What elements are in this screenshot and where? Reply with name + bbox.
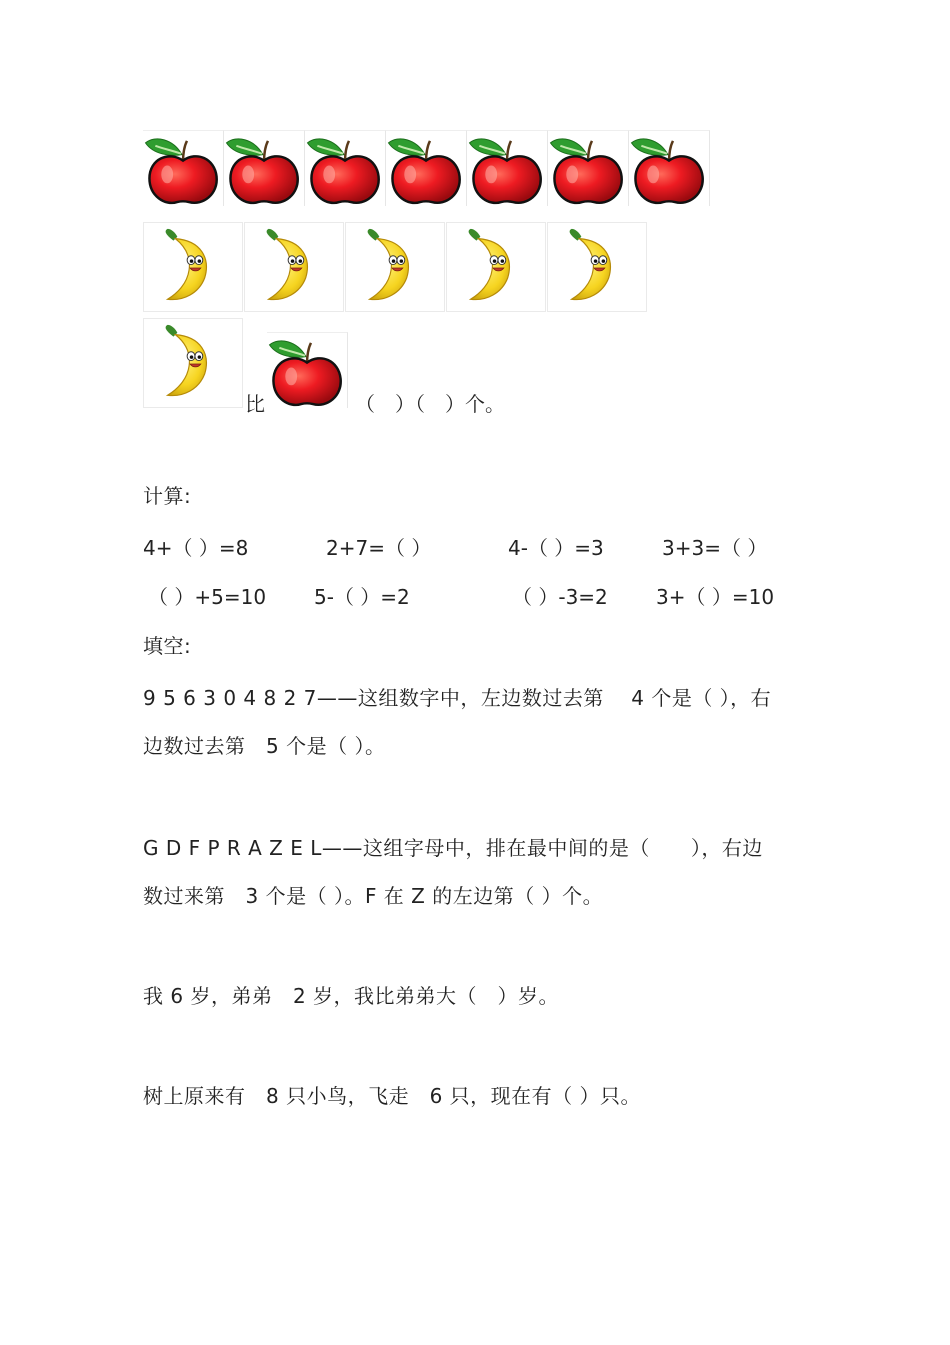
- banana-face-icon: [143, 318, 243, 408]
- apple-icon: [548, 130, 629, 206]
- fill-heading: 填空:: [143, 634, 192, 658]
- apple-icon: [224, 130, 305, 206]
- fill-question-1-line-2: 边数过去第 5 个是（ ）。: [143, 734, 386, 758]
- calc-problem: 3+3=（ ）: [662, 536, 768, 560]
- apple-row: [143, 130, 710, 206]
- banana-face-icon: [143, 222, 243, 312]
- banana-face-icon: [244, 222, 344, 312]
- compare-blanks: （ ）（ ）个。: [355, 392, 505, 416]
- banana-face-icon: [547, 222, 647, 312]
- calc-problem: 2+7=（ ）: [326, 536, 432, 560]
- apple-icon: [267, 332, 348, 408]
- calc-problem: （ ）+5=10: [148, 585, 267, 609]
- calc-problem: 4+（ ）=8: [143, 536, 249, 560]
- calc-problem: 3+（ ）=10: [656, 585, 775, 609]
- fill-question-2-line-1: G D F P R A Z E L——这组字母中，排在最中间的是（ ），右边: [143, 836, 763, 860]
- apple-icon: [629, 130, 710, 206]
- calc-problem: 5-（ ）=2: [314, 585, 410, 609]
- calc-problem: 4-（ ）=3: [508, 536, 604, 560]
- fill-question-1-line-1: 9 5 6 3 0 4 8 2 7——这组数字中，左边数过去第 4 个是（ ），右: [143, 686, 772, 710]
- calc-problem: （ ）-3=2: [512, 585, 608, 609]
- fill-question-2-line-2: 数过来第 3 个是（ ）。F 在 Z 的左边第（ ）个。: [143, 884, 604, 908]
- compare-word: 比: [245, 392, 265, 416]
- banana-row: [143, 222, 648, 312]
- fill-question-3: 我 6 岁，弟弟 2 岁，我比弟弟大（ ）岁。: [143, 984, 560, 1008]
- apple-icon: [386, 130, 467, 206]
- apple-icon: [467, 130, 548, 206]
- banana-face-icon: [345, 222, 445, 312]
- calc-heading: 计算:: [143, 484, 192, 508]
- apple-icon: [305, 130, 386, 206]
- fill-question-4: 树上原来有 8 只小鸟，飞走 6 只，现在有（ ）只。: [143, 1084, 642, 1108]
- apple-icon: [143, 130, 224, 206]
- banana-face-icon: [446, 222, 546, 312]
